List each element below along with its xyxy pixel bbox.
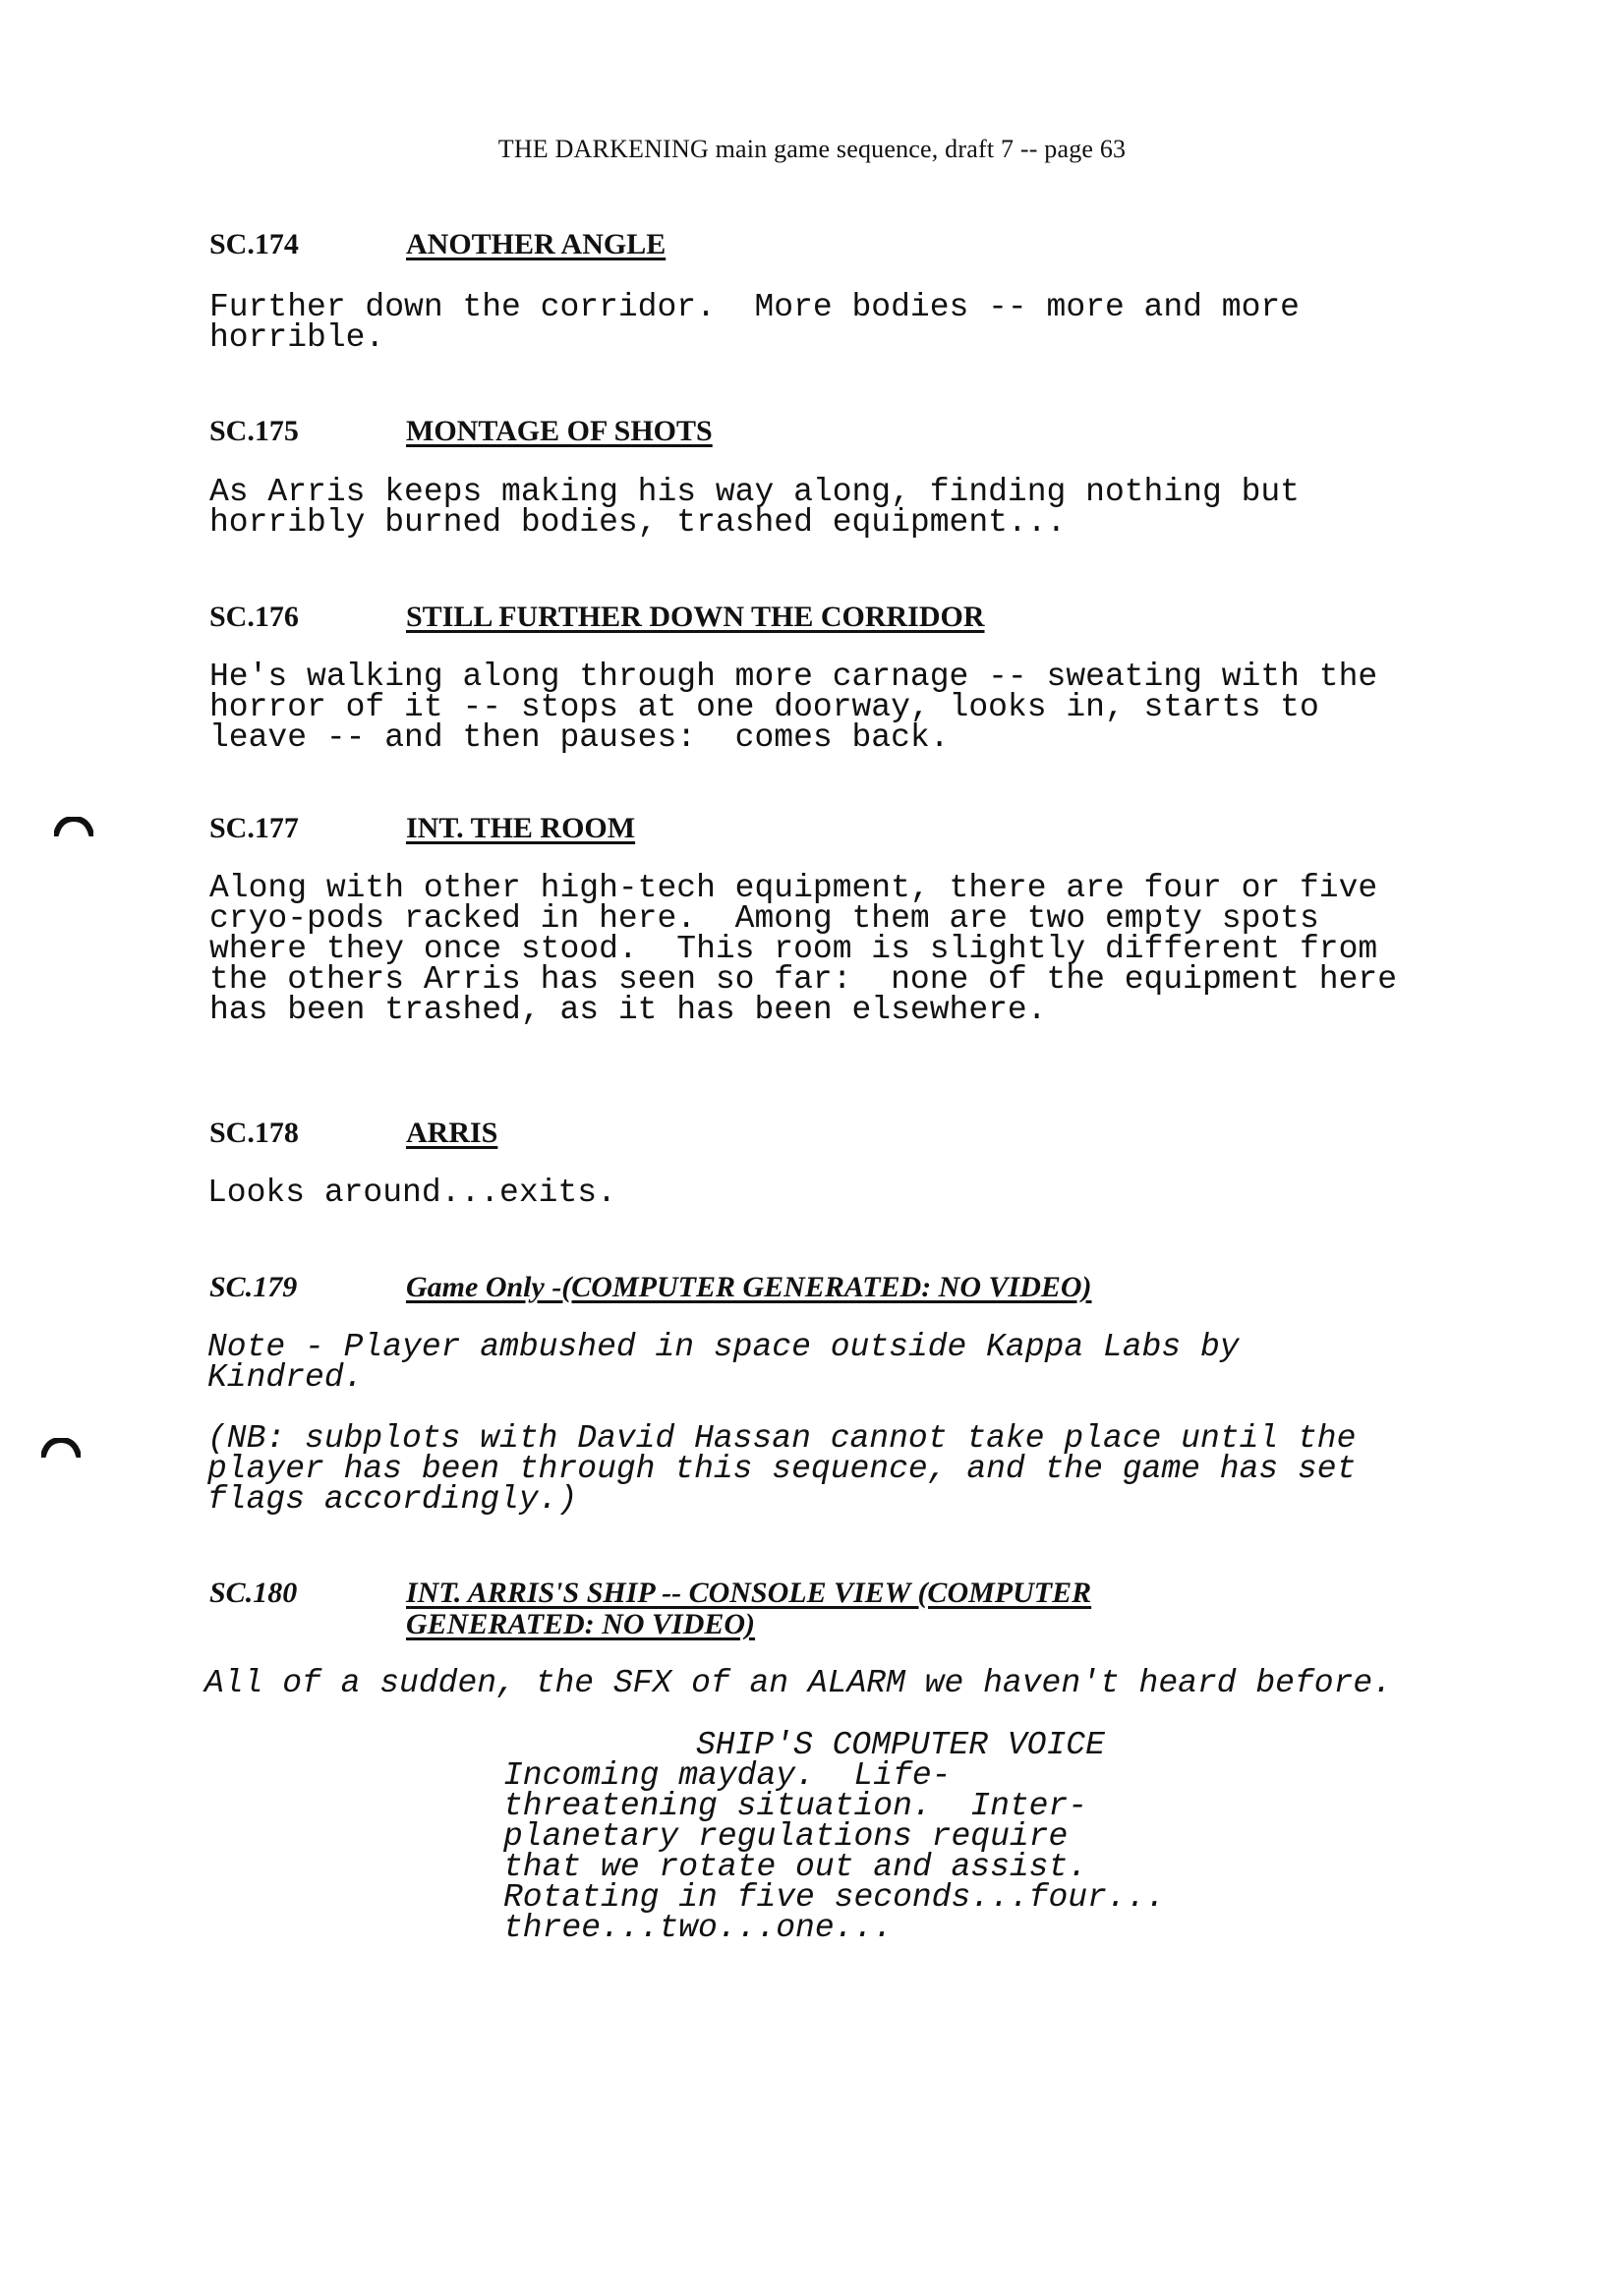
scene-action: Along with other high-tech equipment, there are four or five cryo-pods racked in here. Among them are two empty spots where they once stood. This room is slightly different from the others Arris has seen so far: none of the equipment here has been trashed, as it has been elsewhere.: [209, 870, 1397, 1028]
scene-note: Note - Player ambushed in space outside Kappa Labs by Kindred.: [207, 1329, 1240, 1396]
revision-mark-icon: [54, 817, 93, 836]
scene-action: Further down the corridor. More bodies -- more and more horrible.: [209, 289, 1300, 356]
scene-number: SC.178: [209, 1117, 299, 1149]
scene-action: As Arris keeps making his way along, finding nothing but horribly burned bodies, trashed equipment...: [209, 474, 1300, 541]
scene-action: All of a sudden, the SFX of an ALARM we haven't heard before.: [204, 1665, 1392, 1701]
scene-heading: [209, 1271, 1092, 1304]
scene-note: (NB: subplots with David Hassan cannot take place until the player has been through this sequence, and the game has set flags accordingly.): [207, 1420, 1357, 1518]
scene-title-continued: GENERATED: NO VIDEO): [406, 1608, 756, 1640]
dialogue-character: SHIP'S COMPUTER VOICE: [696, 1727, 1105, 1763]
scene-number: SC.175: [209, 415, 299, 447]
scene-heading: [209, 228, 666, 261]
scene-number: SC.176: [209, 601, 299, 633]
scene-number: SC.180: [209, 1577, 298, 1609]
scene-title: ANOTHER ANGLE: [406, 228, 667, 260]
scene-title: INT. THE ROOM: [406, 812, 636, 844]
scene-title: INT. ARRIS'S SHIP -- CONSOLE VIEW (COMPUTER: [406, 1577, 1092, 1609]
scene-title: MONTAGE OF SHOTS: [406, 415, 713, 447]
dialogue-lines: Incoming mayday. Life- threatening situation. Inter- planetary regulations require that we rotate out and assist. Rotating in five seconds...four... three...two...one...: [503, 1757, 1166, 1946]
page-header: THE DARKENING main game sequence, draft 7 -- page 63: [497, 135, 1127, 163]
scene-title: ARRIS: [406, 1117, 498, 1149]
scene-heading: [209, 812, 635, 845]
scene-heading: [209, 601, 985, 634]
scene-heading: [209, 415, 713, 448]
scene-number: SC.179: [209, 1271, 298, 1303]
scene-number: SC.174: [209, 228, 299, 260]
scene-title: Game Only -(COMPUTER GENERATED: NO VIDEO): [406, 1271, 1092, 1303]
scene-heading: [209, 1117, 497, 1150]
scene-heading: [209, 1577, 1091, 1639]
scene-action: He's walking along through more carnage -- sweating with the horror of it -- stops at one doorway, looks in, starts to leave -- and then pauses: comes back.: [209, 659, 1378, 756]
scene-number: SC.177: [209, 812, 299, 844]
scene-title: STILL FURTHER DOWN THE CORRIDOR: [406, 601, 985, 633]
revision-mark-icon: [41, 1438, 81, 1458]
scene-action: Looks around...exits.: [207, 1175, 616, 1211]
